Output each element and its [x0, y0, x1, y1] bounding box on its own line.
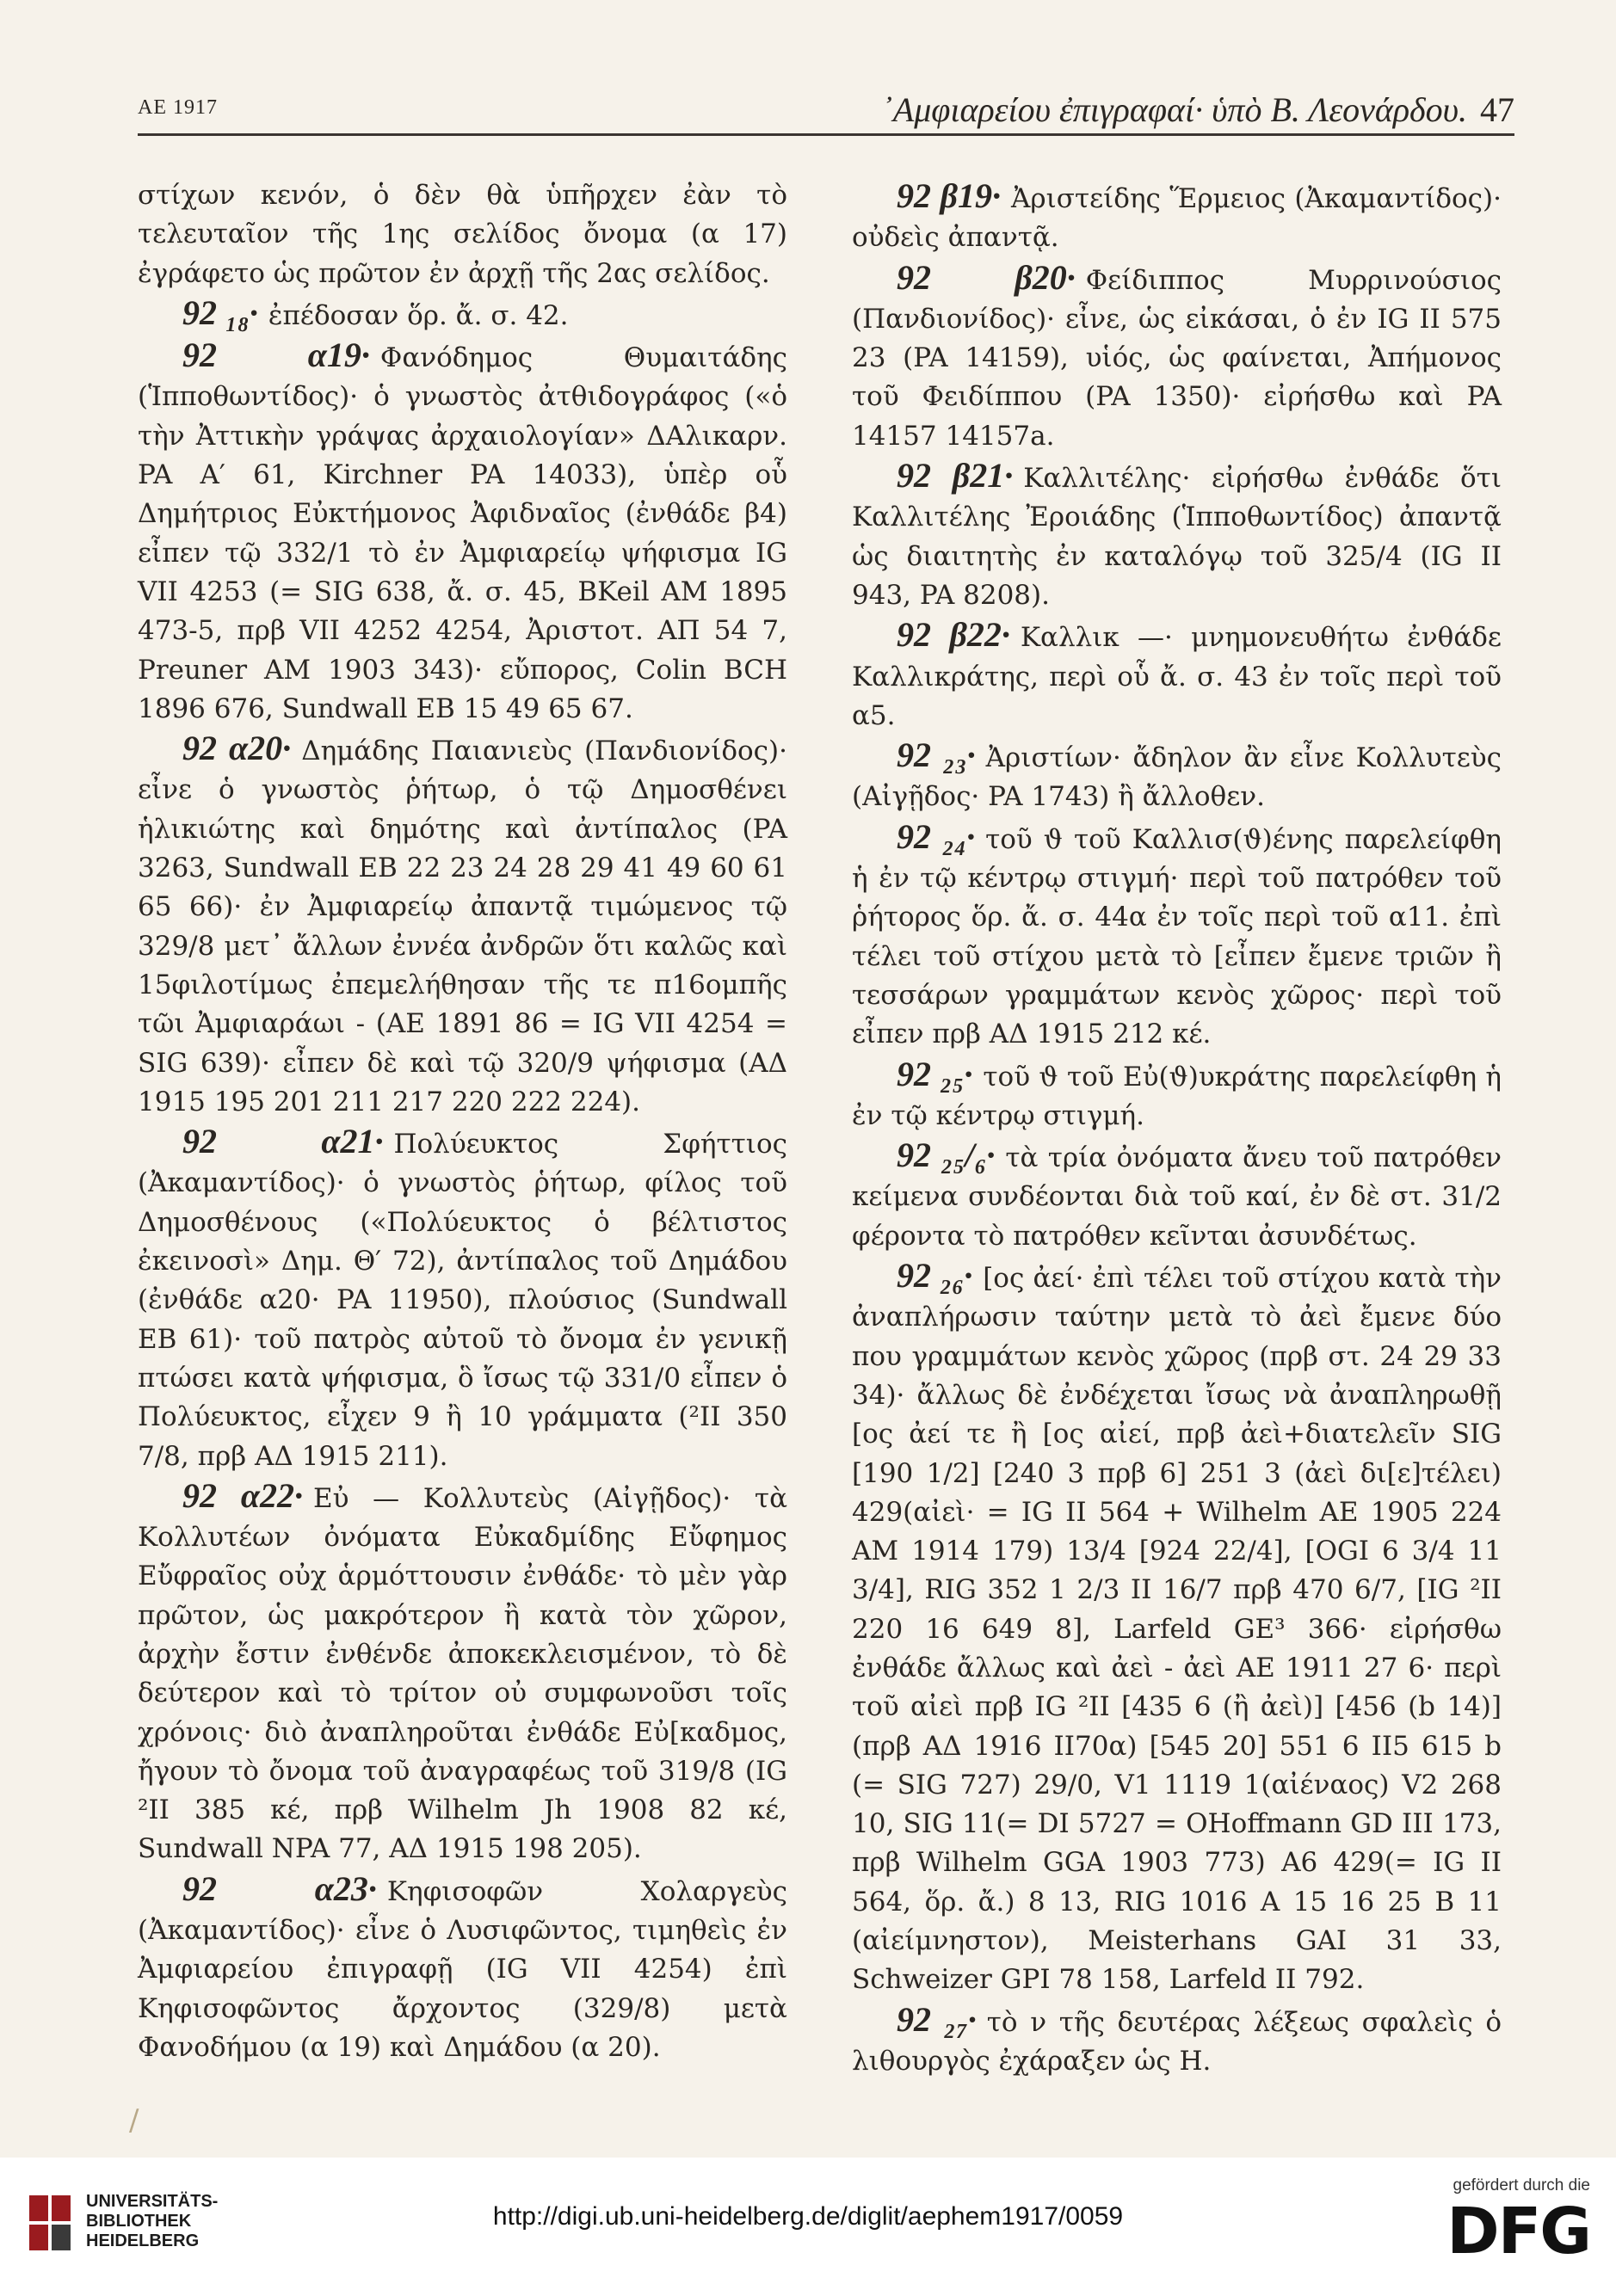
entry-ref: 92 β21·: [897, 456, 1014, 496]
entry-92-25-6: 92 ₂₅/₆· τὰ τρία ὀνόματα ἄνευ τοῦ πατρόθεν κείμενα συνδέονται διὰ τοῦ καί, ἐν δὲ στ. 31/2 φέροντα τὸ πατρόθεν κεῖνται ἀσυνδέτως.: [852, 1136, 1502, 1252]
entry-92-a21: 92 α21· Πολύευκτος Σφήττιος (Ἀκαμαντίδος)· ὁ γνωστὸς ῥήτωρ, φίλος τοῦ Δημοσθένους («Πολύευκτος ὁ βέλτιστος ἐκεινοσὶ» Δημ. Θ′ 72), ἀντίπαλος τοῦ Δημάδου (ἐνθάδε α20· PA 11950), πλούσιος (Sundwall EB 61)· τοῦ πατρὸς αὐτοῦ τὸ ὄνομα ἐν γενικῇ πτώσει κατὰ ψήφισμα, ὃ ἴσως τῷ 331/0 εἶπεν ὁ Πολύευκτος, εἶχεν 9 ἢ 10 γράμματα (²II 350 7/8, πρβ ΑΔ 1915 211).: [138, 1122, 787, 1472]
entry-ref: 92 ₂₆·: [897, 1256, 973, 1296]
entry-ref: 92 ₂₅/₆·: [897, 1136, 996, 1175]
entry-ref: 92 α23·: [182, 1868, 377, 1908]
entry-92-b20: 92 β20· Φείδιππος Μυρρινούσιος (Πανδιονίδος)· εἶνε, ὡς εἰκάσαι, ὁ ἐν IG II 575 23 (PA 14159), υἱός, ὡς φαίνεται, Ἀπήμονος τοῦ Φειδίππου (PA 1350)· εἰρήσθω καὶ PA 14157 14157a.: [852, 257, 1502, 452]
entry-ref: 92 ₂₄·: [897, 816, 976, 856]
entry-ref: 92 α20·: [182, 729, 292, 768]
university-library-name: UNIVERSITÄTS- BIBLIOTHEK HEIDELBERG: [86, 2192, 219, 2250]
entry-ref: 92 ₂₇·: [897, 1999, 977, 2039]
entry-92-26: 92 ₂₆· [ος ἀεί· ἐπὶ τέλει τοῦ στίχου κατὰ τὴν ἀναπλήρωσιν ταύτην μετὰ τὸ ἀεὶ ἔμενε δύο που γραμμάτων κενὸς χῶρος (πρβ στ. 24 29 33 34)· ἄλλως δὲ ἐνδέχεται ἴσως νὰ ἀναπληρωθῇ [ος ἀεί τε ἢ [ος αἰεί, πρβ ἀεὶ+διατελεῖν SIG [190 1/2] [240 3 πρβ 6] 251 3 (ἀεὶ δι[ε]τέλει) 429(αἰεὶ· = IG II 564 + Wilhelm ΑΕ 1905 224 ΑΜ 1914 179) 13/4 [924 22/4], [OGI 6 3/4 11 3/4], RIG 352 1 2/3 II 16/7 πρβ 470 6/7, [IG ²II 220 16 649 8], Larfeld GE³ 366· εἰρήσθω ἐνθάδε ἄλλως καὶ ἀεὶ - ἀεὶ ΑΕ 1911 27 6· περὶ τοῦ αἰεὶ πρβ IG ²II [435 6 (ἢ ἀεὶ)] [456 (b 14)] (πρβ ΑΔ 1916 II70α) [545 20] 551 6 II5 615 b (= SIG 727) 29/0, V1 1119 1(αἰέναος) V2 268 10, SIG 11(= DI 5727 = OHoffmann GD III 173, πρβ Wilhelm GGA 1903 773) A6 429(= IG II 564, ὅρ. ἄ.) 8 13, RIG 1016 A 15 16 25 B 11 (αἰείμνηστον), Meisterhans GAI 31 33, Schweizer GPI 78 158, Larfeld II 792.: [852, 1256, 1502, 1996]
entry-92-a23: 92 α23· Κηφισοφῶν Χολαργεὺς (Ἀκαμαντίδος)· εἶνε ὁ Λυσιφῶντος, τιμηθεὶς ἐν Ἀμφιαρείου ἐπιγραφῇ (IG VII 4254) ἐπὶ Κηφισοφῶντος ἄρχοντος (329/8) μετὰ Φανοδήμου (α 19) καὶ Δημάδου (α 20).: [138, 1868, 787, 2063]
running-title: ᾿Αμφιαρείου ἐπιγραφαί· ὑπὸ Β. Λεονάρδου.: [881, 90, 1467, 129]
entry-92-a22: 92 α22· Εὐ — Κολλυτεὺς (Αἰγῇδος)· τὰ Κολλυτέων ὀνόματα Εὐκαδμίδης Εὔφημος Εὔφραῖος οὐχ ἁρμόττουσιν ἐνθάδε· τὸ μὲν γὰρ πρῶτον, ὡς μακρότερον ἢ κατὰ τὸν χῶρον, ἀρχὴν ἔστιν ἐνθένδε ἀποκεκλεισμένον, τὸ δὲ δεύτερον καὶ τὸ τρίτον οὐ συμφωνοῦσι τοῖς χρόνοις· διὸ ἀναπληροῦται ἐνθάδε Εὐ[καδμος, ἤγουν τὸ ὄνομα τοῦ ἀναγραφέως τοῦ 319/8 (IG ²II 385 κέ, πρβ Wilhelm Jh 1908 82 κέ, Sundwall NPA 77, ΑΔ 1915 198 205).: [138, 1475, 787, 1865]
page-number: 47: [1480, 90, 1514, 129]
dfg-logo: DFG: [1446, 2194, 1590, 2268]
entry-ref: 92 β22·: [897, 615, 1010, 655]
running-header: [138, 89, 1514, 132]
funding-label: gefördert durch die: [1453, 2176, 1590, 2194]
entry-92-b21: 92 β21· Καλλιτέλης· εἰρήσθω ἐνθάδε ὅτι Καλλιτέλης Ἐροιάδης (Ἱπποθωντίδος) ἀπαντᾷ ὡς διαιτητὴς ἐν καταλόγῳ τοῦ 325/4 (IG II 943, PA 8208).: [852, 456, 1502, 611]
entry-92-18: 92 ₁₈· ἐπέδοσαν ὅρ. ἄ. σ. 42.: [182, 292, 569, 332]
entry-ref: 92 ₂₃·: [897, 736, 976, 775]
entry-ref: 92 ₁₈·: [182, 292, 258, 332]
entry-ref: 92 β19·: [897, 176, 1002, 215]
entry-92-24: 92 ₂₄· τοῦ ϑ τοῦ Καλλισ(ϑ)ένης παρελείφθη ἡ ἐν τῷ κέντρῳ στιγμή· περὶ τοῦ πατρόθεν τοῦ ῥήτορος ὅρ. ἄ. σ. 44α ἐν τοῖς περὶ τοῦ α11. ἐπὶ τέλει τοῦ στίχου μετὰ τὸ [εἶπεν ἔμενε τριῶν ἢ τεσσάρων γραμμάτων κενὸς χῶρος· περὶ τοῦ εἶπεν πρβ ΑΔ 1915 212 κέ.: [852, 816, 1502, 1050]
right-column: [852, 176, 1502, 2081]
entry-92-b19: 92 β19· Ἀριστείδης Ἕρμειος (Ἀκαμαντίδος)· οὐδεὶς ἀπαντᾷ.: [852, 176, 1502, 254]
entry-ref: 92 α21·: [182, 1122, 384, 1161]
entry-92-a20: 92 α20· Δημάδης Παιανιεὺς (Πανδιονίδος)· εἶνε ὁ γνωστὸς ῥήτωρ, ὁ τῷ Δημοσθένει ἡλικιώτης καὶ δημότης καὶ ἀντίπαλος (PA 3263, Sundwall EB 22 23 24 28 29 41 49 60 61 65 66)· ἐν Ἀμφιαρείῳ ἀπαντᾷ τιμώμενος τῷ 329/8 μετ᾽ ἄλλων ἐννέα ἀνδρῶν ὅτι καλῶς καὶ 15φιλοτίμως ἐπεμελήθησαν τῆς τε π16ομπῆς τῶι Ἀμφιαράωι - (ΑΕ 1891 86 = IG VII 4254 = SIG 639)· εἶπεν δὲ καὶ τῷ 320/9 ψήφισμα (ΑΔ 1915 195 201 211 217 220 222 224).: [138, 729, 787, 1117]
pencil-margin-mark: /: [129, 2103, 139, 2138]
entry-92-27: 92 ₂₇· τὸ ν τῆς δευτέρας λέξεως σφαλεὶς ὁ λιθουργὸς ἐχάραξεν ὡς Η.: [852, 1999, 1502, 2077]
funder-block: [1418, 2176, 1590, 2268]
digitization-footer: [0, 2158, 1616, 2296]
entry-92-23: 92 ₂₃· Ἀριστίων· ἄδηλον ἂν εἶνε Κολλυτεὺς (Αἰγῇδος· PA 1743) ἢ ἄλλοθεν.: [852, 736, 1502, 813]
entry-continuation: στίχων κενόν, ὁ δὲν θὰ ὑπῆρχεν ἐὰν τὸ τελευταῖον τῆς 1ης σελίδος ὄνομα (α 17) ἐγράφετο ὡς πρῶτον ἐν ἀρχῇ τῆς 2ας σελίδος.: [138, 180, 787, 289]
entry-92-b22: 92 β22· Καλλικ —· μνημονευθήτω ἐνθάδε Καλλικράτης, περὶ οὗ ἄ. σ. 43 ἐν τοῖς περὶ τοῦ α5.: [852, 615, 1502, 731]
entry-ref: 92 α22·: [182, 1475, 303, 1515]
left-column: [138, 176, 787, 2067]
permalink-url[interactable]: http://digi.ub.uni-heidelberg.de/diglit/aephem1917/0059: [492, 2202, 1124, 2231]
journal-volume: ΑΕ 1917: [138, 96, 218, 119]
header-rule: [138, 133, 1514, 136]
entry-92-25: 92 ₂₅· τοῦ ϑ τοῦ Εὐ(ϑ)υκράτης παρελείφθη ἡ ἐν τῷ κέντρῳ στιγμή.: [852, 1054, 1502, 1131]
entry-ref: 92 ₂₅·: [897, 1054, 973, 1093]
entry-ref: 92 α19·: [182, 335, 370, 375]
entry-ref: 92 β20·: [897, 257, 1076, 297]
entry-92-a19: 92 α19· Φανόδημος Θυμαιτάδης (Ἱπποθωντίδος)· ὁ γνωστὸς ἀτθιδογράφος («ὁ τὴν Ἀττικὴν γράψας ἀρχαιολογίαν» ΔΑλικαρν. PA A′ 61, Kirchner PA 14033), ὑπὲρ οὗ Δημήτριος Εὐκτήμονος Ἀφιδναῖος (ἐνθάδε β4) εἶπεν τῷ 332/1 τὸ ἐν Ἀμφιαρείῳ ψήφισμα IG VII 4253 (= SIG 638, ἄ. σ. 45, BKeil AM 1895 473-5, πρβ VII 4252 4254, Ἀριστοτ. ΑΠ 54 7, Preuner AM 1903 343)· εὔπορος, Colin BCH 1896 676, Sundwall EB 15 49 65 67.: [138, 335, 787, 724]
